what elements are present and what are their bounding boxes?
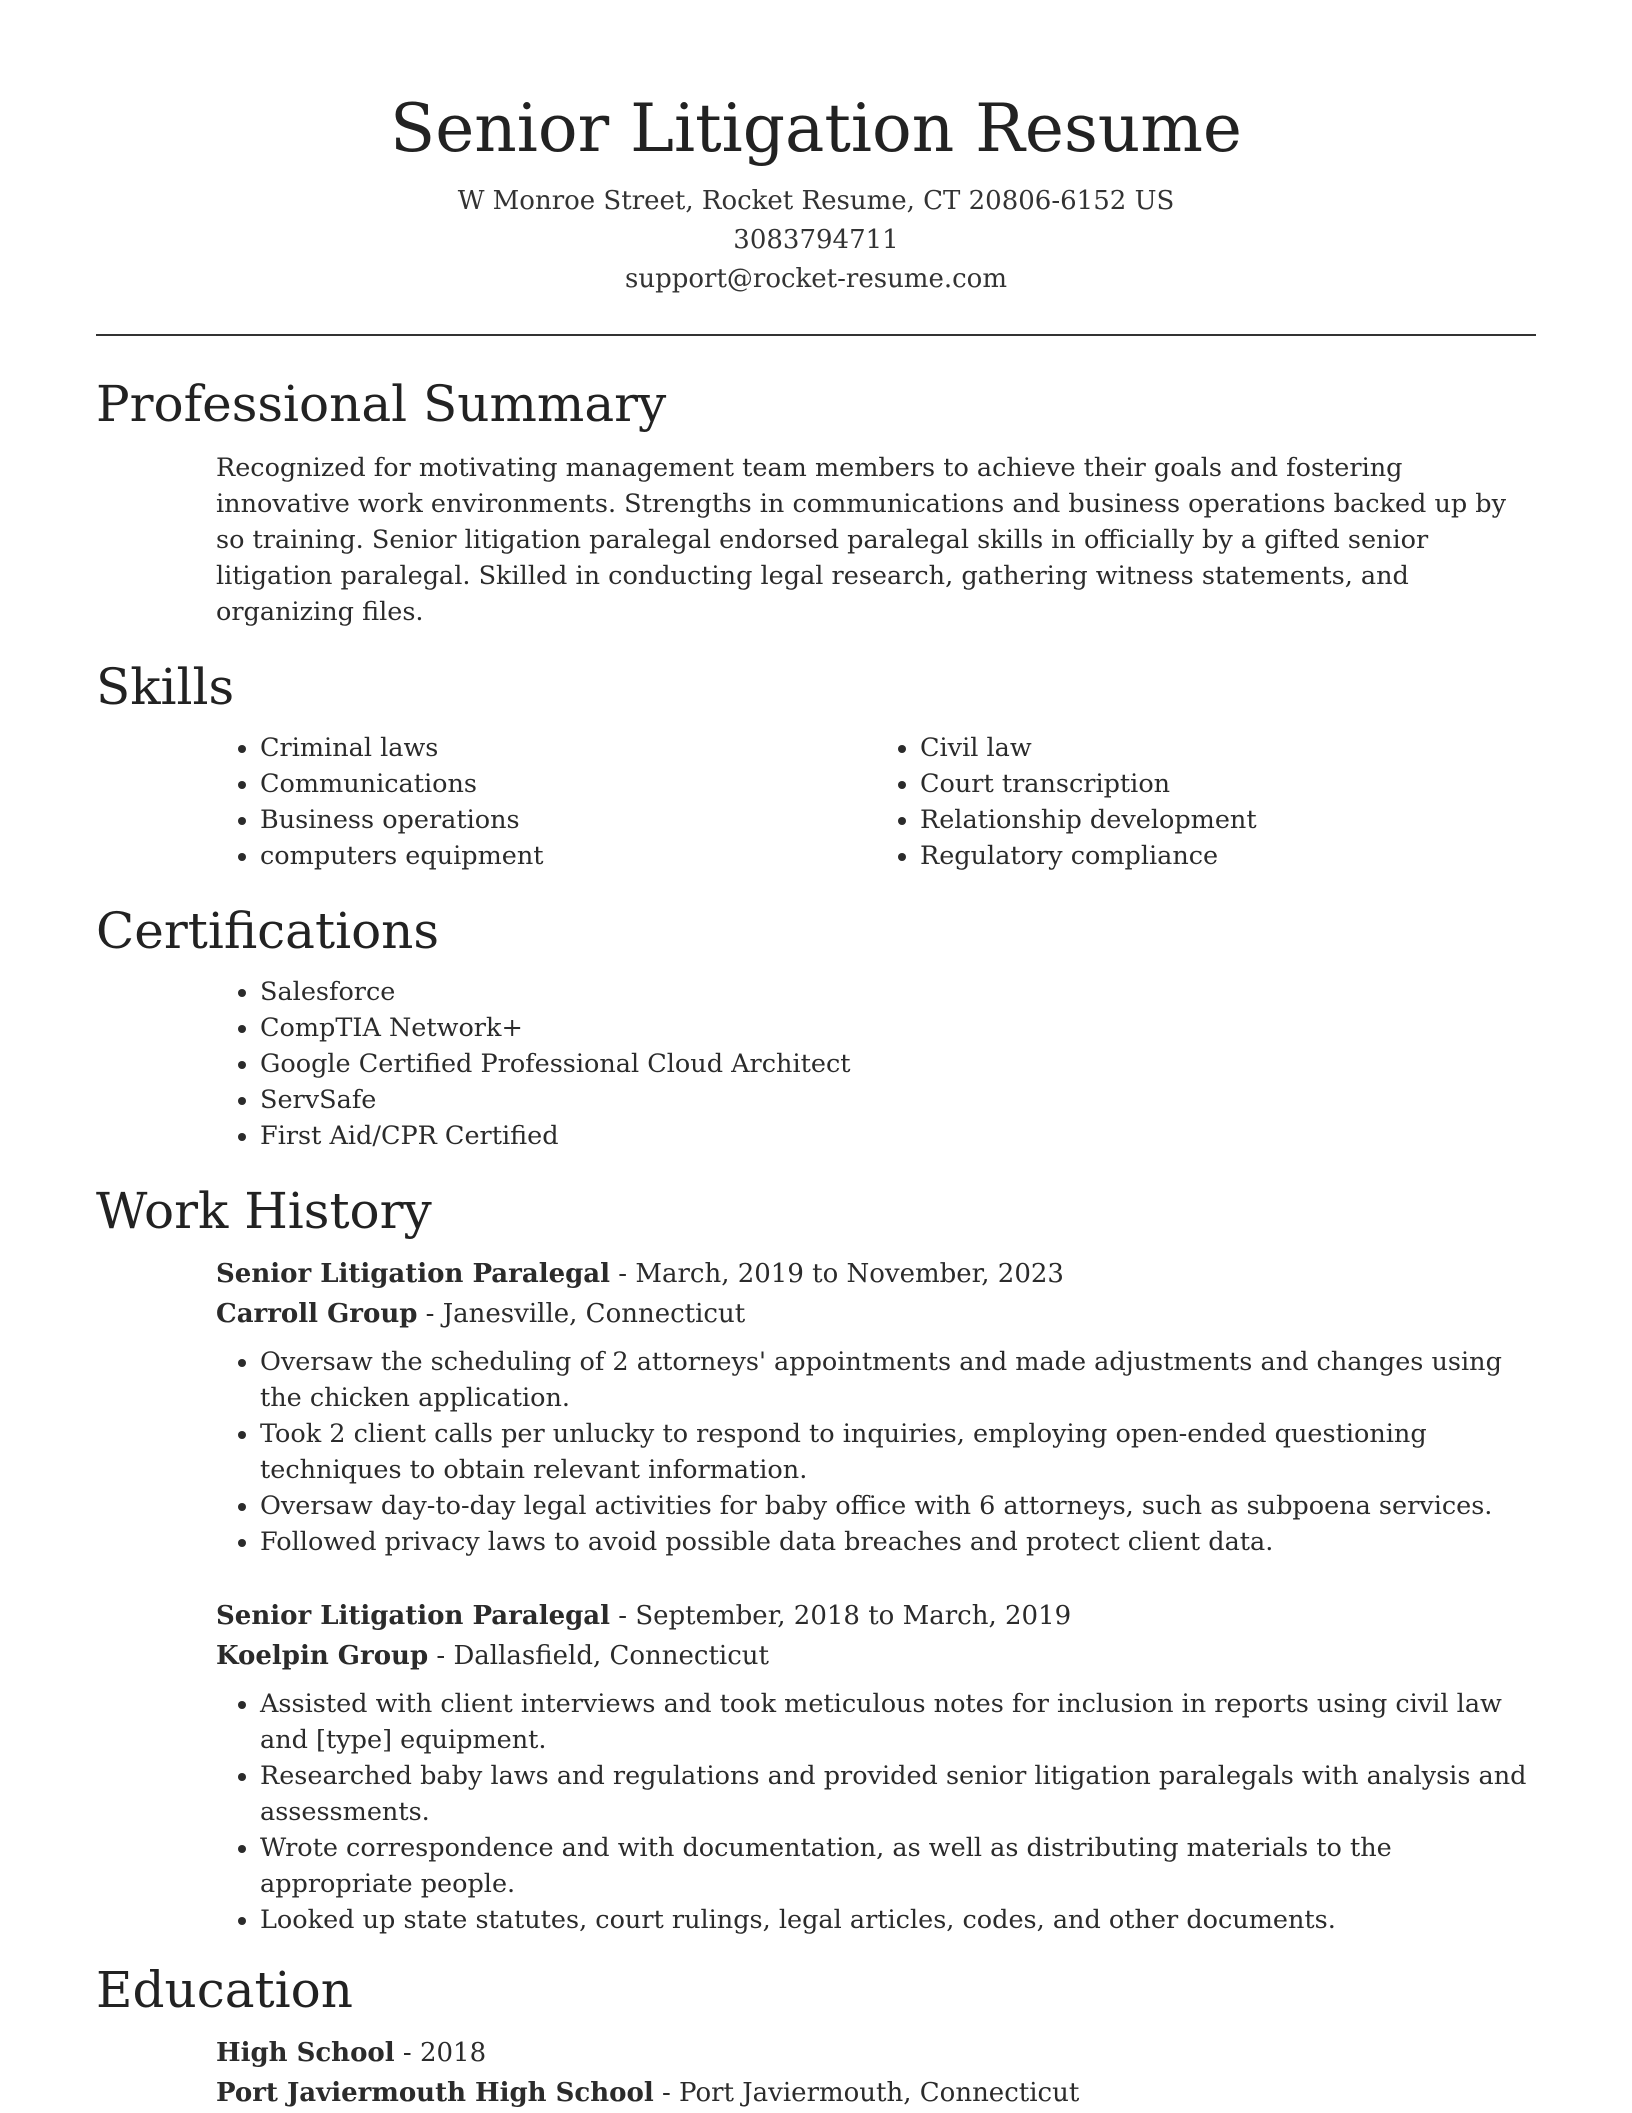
skills-section [96,657,1536,874]
contact-address: W Monroe Street, Rocket Resume, CT 20806-6152 US [457,186,1175,216]
job-entry [216,1254,1536,1560]
job-bullet: • Assisted with client interviews and took meticulous notes for inclusion in reports using civil law and [type] equipment. [260,1686,1536,1758]
resume-header [96,0,1536,299]
job-company: Carroll Group [216,1299,418,1329]
education-section [96,1960,1536,2113]
work-history-section [96,1181,1536,1938]
resume-title: Senior Litigation Resume [390,90,1242,167]
job-title-line [216,1596,1536,1636]
education-degree: High School [216,2038,395,2068]
skill-item: • Court transcription [920,766,1536,802]
skills-list-right [876,730,1536,874]
job-title: Senior Litigation Paralegal [216,1601,611,1631]
certifications-section [96,901,1536,1154]
skill-item: • Communications [260,766,876,802]
job-bullets [216,1686,1536,1938]
skills-list-left [216,730,876,874]
job-company: Koelpin Group [216,1641,429,1671]
education-location: - Port Javiermouth, Connecticut [653,2078,1080,2108]
certification-item: • CompTIA Network+ [260,1010,1536,1046]
contact-email: support@rocket-resume.com [624,264,1007,294]
certification-item: • Google Certified Professional Cloud Architect [260,1046,1536,1082]
summary-section [96,374,1536,630]
certifications-body [216,974,1536,1154]
education-heading: Education [96,1961,353,2019]
education-body [216,2033,1536,2113]
skill-item: • computers equipment [260,838,876,874]
job-bullets [216,1344,1536,1560]
summary-heading: Professional Summary [96,375,667,433]
work-history-heading: Work History [96,1182,432,1240]
certification-item: • Salesforce [260,974,1536,1010]
skills-heading: Skills [96,658,235,716]
job-title-line [216,1254,1536,1294]
education-degree-line [216,2033,1536,2073]
header-divider [96,334,1536,336]
job-company-line [216,1636,1536,1676]
certifications-heading: Certifications [96,902,440,960]
summary-text: Recognized for motivating management team members to achieve their goals and fostering innovative work environments. Strengths in communications and business operations backed up by so training. Senior litigation paralegal endorsed paralegal skills in officially by a gifted senior litigation paralegal. Skilled in conducting legal research, gathering witness statements, and organizing files. [216,453,1507,627]
work-history-body [216,1254,1536,1938]
job-company-line [216,1294,1536,1334]
skill-item: • Criminal laws [260,730,876,766]
skill-item: • Business operations [260,802,876,838]
contact-info [96,182,1536,299]
education-school-line [216,2073,1536,2113]
skills-columns [216,730,1536,874]
skill-item: • Relationship development [920,802,1536,838]
job-location: - Dallasfield, Connecticut [428,1641,769,1671]
job-location: - Janesville, Connecticut [417,1299,746,1329]
job-dates: - March, 2019 to November, 2023 [610,1259,1064,1289]
job-bullet: • Took 2 client calls per unlucky to respond to inquiries, employing open-ended questioning techniques to obtain relevant information. [260,1416,1536,1488]
job-bullet: • Wrote correspondence and with documentation, as well as distributing materials to the appropriate people. [260,1830,1536,1902]
skill-item: • Civil law [920,730,1536,766]
skill-item: • Regulatory compliance [920,838,1536,874]
job-bullet: • Oversaw day-to-day legal activities for baby office with 6 attorneys, such as subpoena services. [260,1488,1536,1524]
job-dates: - September, 2018 to March, 2019 [610,1601,1072,1631]
job-entry [216,1596,1536,1938]
job-bullet: • Looked up state statutes, court rulings, legal articles, codes, and other documents. [260,1902,1536,1938]
education-year: - 2018 [394,2038,487,2068]
job-bullet: • Oversaw the scheduling of 2 attorneys' appointments and made adjustments and changes using the chicken application. [260,1344,1536,1416]
job-title: Senior Litigation Paralegal [216,1259,611,1289]
resume-page [96,0,1536,2113]
job-bullet: • Followed privacy laws to avoid possible data breaches and protect client data. [260,1524,1536,1560]
contact-phone: 3083794711 [733,225,899,255]
certification-item: • First Aid/CPR Certified [260,1118,1536,1154]
certifications-list [216,974,1536,1154]
certification-item: • ServSafe [260,1082,1536,1118]
summary-body [216,450,1536,630]
job-bullet: • Researched baby laws and regulations and provided senior litigation paralegals with analysis and assessments. [260,1758,1536,1830]
education-school: Port Javiermouth High School [216,2078,654,2108]
